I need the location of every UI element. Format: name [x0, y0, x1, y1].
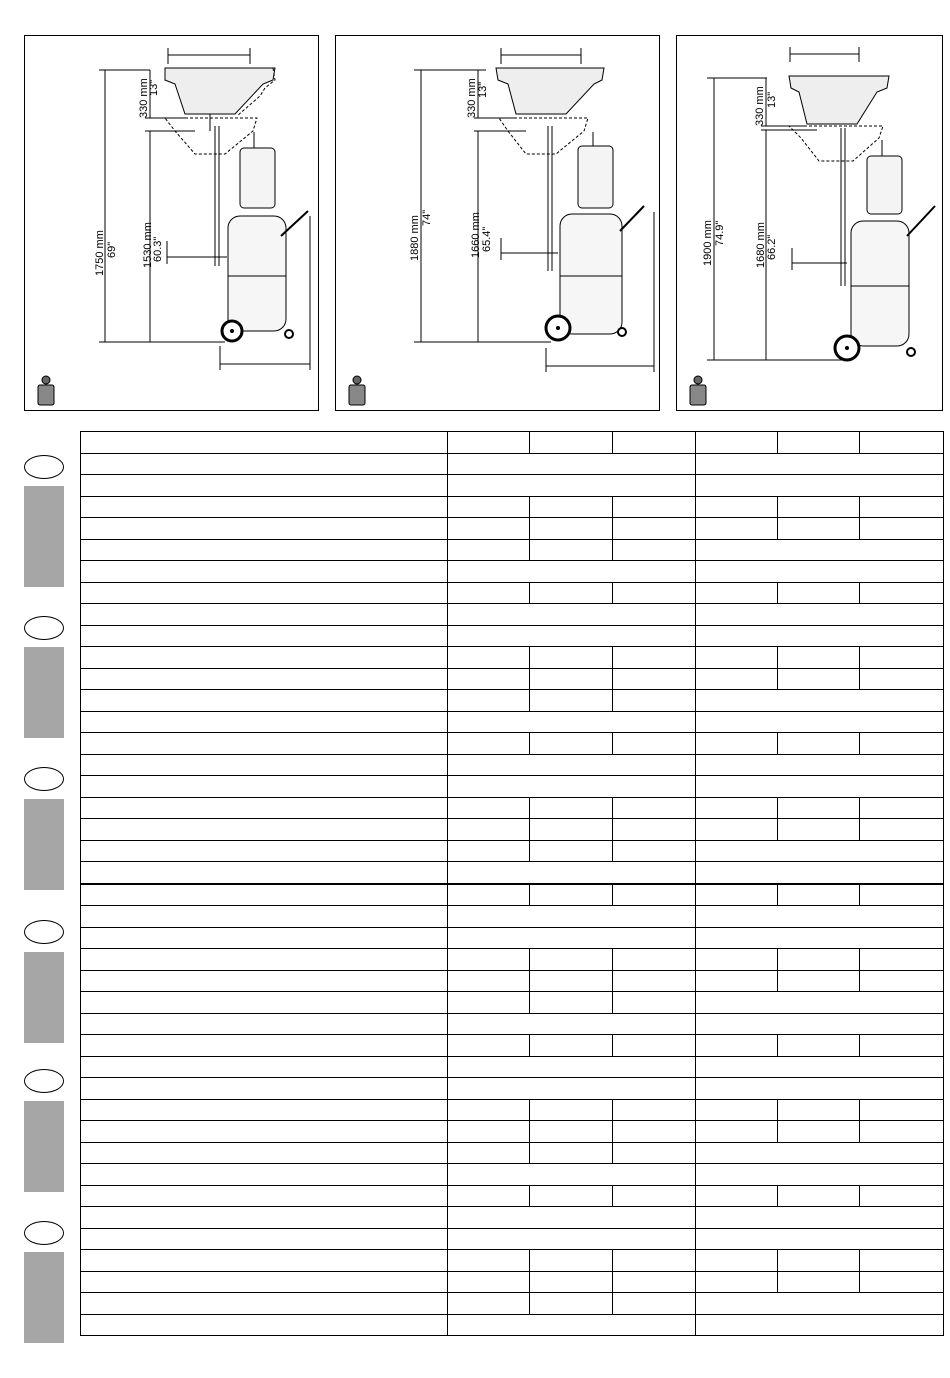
language-oval-icon — [24, 767, 64, 791]
diagram-panel-2 — [335, 35, 660, 411]
row-label-cell — [81, 1121, 448, 1143]
value-cell — [696, 1228, 944, 1250]
language-oval-icon — [24, 616, 64, 640]
table-row — [81, 539, 944, 561]
low-height-in-2: 65.4" — [481, 226, 493, 252]
value-cell — [696, 1078, 944, 1100]
value-cell — [448, 733, 530, 755]
total-height-in-3: 74.9" — [714, 220, 726, 246]
table-row — [81, 754, 944, 776]
value-cell — [860, 1250, 944, 1272]
row-label-cell — [81, 582, 448, 604]
table-row — [81, 647, 944, 669]
table-row — [81, 927, 944, 949]
table-row — [81, 884, 944, 906]
value-cell — [778, 949, 860, 971]
value-cell — [530, 992, 613, 1014]
value-cell — [448, 1271, 530, 1293]
row-label-cell — [81, 1207, 448, 1229]
value-cell — [613, 690, 696, 712]
diagram-panel-3 — [676, 35, 943, 411]
value-cell — [530, 1121, 613, 1143]
value-cell — [613, 884, 696, 906]
value-cell — [448, 1078, 696, 1100]
value-cell — [778, 970, 860, 992]
row-label-cell — [81, 1185, 448, 1207]
row-label-cell — [81, 647, 448, 669]
value-cell — [448, 884, 530, 906]
total-height-mm-3: 1900 mm — [702, 220, 714, 266]
row-label-cell — [81, 992, 448, 1014]
low-height-mm-3: 1680 mm — [755, 222, 767, 268]
value-cell — [778, 1250, 860, 1272]
value-cell — [530, 1185, 613, 1207]
value-cell — [613, 970, 696, 992]
value-cell — [448, 1164, 696, 1186]
language-bar — [24, 647, 64, 738]
low-height-mm-1: 1530 mm — [142, 222, 154, 268]
value-cell — [613, 1185, 696, 1207]
table-row — [81, 949, 944, 971]
value-cell — [448, 1314, 696, 1336]
table-row — [81, 776, 944, 798]
value-cell — [530, 1293, 613, 1315]
value-cell — [860, 797, 944, 819]
weight-icon — [36, 372, 56, 406]
language-oval-icon — [24, 920, 64, 944]
value-cell — [778, 884, 860, 906]
value-cell — [448, 992, 530, 1014]
value-cell — [530, 518, 613, 540]
value-cell — [696, 819, 778, 841]
value-cell — [530, 1250, 613, 1272]
value-cell — [530, 647, 613, 669]
spec-table — [80, 431, 944, 1336]
table-row — [81, 819, 944, 841]
table-row — [81, 1293, 944, 1315]
value-cell — [448, 862, 696, 884]
value-cell — [448, 1035, 530, 1057]
table-row — [81, 496, 944, 518]
value-cell — [448, 561, 696, 583]
row-label-cell — [81, 1099, 448, 1121]
value-cell — [696, 906, 944, 928]
row-label-cell — [81, 518, 448, 540]
value-cell — [613, 1271, 696, 1293]
value-cell — [448, 797, 530, 819]
value-cell — [530, 668, 613, 690]
value-cell — [696, 1164, 944, 1186]
value-cell — [448, 1293, 530, 1315]
value-cell — [696, 432, 778, 454]
value-cell — [448, 1142, 530, 1164]
table-row — [81, 690, 944, 712]
value-cell — [696, 1099, 778, 1121]
row-label-cell — [81, 797, 448, 819]
value-cell — [613, 539, 696, 561]
value-cell — [778, 647, 860, 669]
value-cell — [696, 604, 944, 626]
value-cell — [448, 949, 530, 971]
row-label-cell — [81, 453, 448, 475]
value-cell — [696, 711, 944, 733]
value-cell — [448, 840, 530, 862]
table-row — [81, 711, 944, 733]
value-cell — [530, 539, 613, 561]
value-cell — [448, 927, 696, 949]
value-cell — [613, 647, 696, 669]
value-cell — [448, 668, 530, 690]
table-row — [81, 561, 944, 583]
value-cell — [613, 432, 696, 454]
value-cell — [696, 797, 778, 819]
value-cell — [448, 1099, 530, 1121]
row-label-cell — [81, 970, 448, 992]
value-cell — [696, 647, 778, 669]
row-label-cell — [81, 475, 448, 497]
value-cell — [696, 475, 944, 497]
funnel-height-in-1: 13" — [148, 79, 160, 96]
value-cell — [448, 906, 696, 928]
table-row — [81, 1142, 944, 1164]
row-label-cell — [81, 840, 448, 862]
value-cell — [696, 1121, 778, 1143]
table-row — [81, 840, 944, 862]
row-label-cell — [81, 1164, 448, 1186]
value-cell — [778, 1035, 860, 1057]
value-cell — [696, 1056, 944, 1078]
table-row — [81, 1164, 944, 1186]
value-cell — [696, 970, 778, 992]
row-label-cell — [81, 690, 448, 712]
value-cell — [778, 733, 860, 755]
value-cell — [860, 733, 944, 755]
row-label-cell — [81, 1271, 448, 1293]
value-cell — [778, 496, 860, 518]
table-row — [81, 1035, 944, 1057]
table-row — [81, 453, 944, 475]
value-cell — [696, 927, 944, 949]
value-cell — [696, 1185, 778, 1207]
row-label-cell — [81, 776, 448, 798]
total-height-in-2: 74" — [421, 209, 433, 226]
value-cell — [613, 840, 696, 862]
table-row — [81, 862, 944, 884]
value-cell — [613, 1250, 696, 1272]
funnel-height-in-2: 13" — [477, 81, 489, 98]
funnel-height-mm-3: 330 mm — [754, 86, 766, 126]
value-cell — [448, 582, 530, 604]
row-label-cell — [81, 539, 448, 561]
value-cell — [448, 1056, 696, 1078]
row-label-cell — [81, 949, 448, 971]
total-height-mm-2: 1880 mm — [409, 215, 421, 261]
row-label-cell — [81, 561, 448, 583]
row-label-cell — [81, 819, 448, 841]
row-label-cell — [81, 711, 448, 733]
value-cell — [696, 625, 944, 647]
value-cell — [778, 518, 860, 540]
value-cell — [613, 518, 696, 540]
row-label-cell — [81, 906, 448, 928]
value-cell — [696, 733, 778, 755]
row-label-cell — [81, 668, 448, 690]
value-cell — [613, 797, 696, 819]
language-bar — [24, 952, 64, 1043]
value-cell — [860, 518, 944, 540]
value-cell — [530, 582, 613, 604]
value-cell — [696, 992, 944, 1014]
value-cell — [613, 992, 696, 1014]
table-row — [81, 1121, 944, 1143]
value-cell — [778, 819, 860, 841]
table-row — [81, 906, 944, 928]
low-height-in-1: 60.3" — [152, 236, 164, 262]
value-cell — [613, 733, 696, 755]
value-cell — [778, 1185, 860, 1207]
value-cell — [530, 690, 613, 712]
value-cell — [613, 1035, 696, 1057]
value-cell — [613, 668, 696, 690]
diagram-panel-1 — [24, 35, 319, 411]
value-cell — [696, 1013, 944, 1035]
row-label-cell — [81, 496, 448, 518]
language-bar — [24, 1252, 64, 1343]
value-cell — [448, 690, 530, 712]
value-cell — [448, 1228, 696, 1250]
value-cell — [860, 582, 944, 604]
language-oval-icon — [24, 1221, 64, 1245]
value-cell — [530, 884, 613, 906]
row-label-cell — [81, 927, 448, 949]
value-cell — [860, 496, 944, 518]
table-row — [81, 970, 944, 992]
value-cell — [696, 949, 778, 971]
value-cell — [448, 1013, 696, 1035]
value-cell — [448, 518, 530, 540]
value-cell — [448, 625, 696, 647]
value-cell — [778, 1121, 860, 1143]
value-cell — [696, 1142, 944, 1164]
value-cell — [448, 453, 696, 475]
row-label-cell — [81, 604, 448, 626]
table-row — [81, 1228, 944, 1250]
value-cell — [696, 754, 944, 776]
value-cell — [613, 819, 696, 841]
value-cell — [613, 1121, 696, 1143]
value-cell — [860, 432, 944, 454]
value-cell — [860, 647, 944, 669]
value-cell — [778, 1271, 860, 1293]
row-label-cell — [81, 1013, 448, 1035]
funnel-height-in-3: 13" — [766, 91, 778, 108]
value-cell — [860, 819, 944, 841]
value-cell — [530, 733, 613, 755]
value-cell — [696, 1271, 778, 1293]
row-label-cell — [81, 1142, 448, 1164]
table-row — [81, 1314, 944, 1336]
table-row — [81, 1185, 944, 1207]
language-oval-icon — [24, 455, 64, 479]
row-label-cell — [81, 1228, 448, 1250]
value-cell — [530, 819, 613, 841]
value-cell — [860, 1035, 944, 1057]
value-cell — [530, 496, 613, 518]
value-cell — [860, 949, 944, 971]
value-cell — [696, 1293, 944, 1315]
value-cell — [696, 690, 944, 712]
value-cell — [696, 1314, 944, 1336]
language-bar — [24, 799, 64, 890]
value-cell — [530, 840, 613, 862]
value-cell — [860, 668, 944, 690]
value-cell — [530, 1271, 613, 1293]
value-cell — [696, 582, 778, 604]
table-row — [81, 668, 944, 690]
row-label-cell — [81, 1314, 448, 1336]
value-cell — [448, 496, 530, 518]
value-cell — [448, 754, 696, 776]
value-cell — [696, 862, 944, 884]
row-label-cell — [81, 754, 448, 776]
funnel-height-mm-2: 330 mm — [466, 78, 478, 118]
value-cell — [448, 604, 696, 626]
table-row — [81, 604, 944, 626]
value-cell — [696, 561, 944, 583]
row-label-cell — [81, 884, 448, 906]
value-cell — [613, 1293, 696, 1315]
total-height-mm-1: 1750 mm — [94, 230, 106, 276]
funnel-height-mm-1: 330 mm — [138, 78, 150, 118]
table-row — [81, 475, 944, 497]
value-cell — [613, 582, 696, 604]
table-row — [81, 1271, 944, 1293]
value-cell — [613, 496, 696, 518]
drainer-drawing-2 — [336, 36, 661, 412]
table-row — [81, 1099, 944, 1121]
table-row — [81, 432, 944, 454]
table-row — [81, 733, 944, 755]
value-cell — [530, 1099, 613, 1121]
row-label-cell — [81, 1035, 448, 1057]
table-row — [81, 518, 944, 540]
value-cell — [860, 884, 944, 906]
value-cell — [778, 582, 860, 604]
row-label-cell — [81, 1250, 448, 1272]
table-row — [81, 1056, 944, 1078]
weight-icon — [347, 372, 367, 406]
value-cell — [696, 496, 778, 518]
value-cell — [696, 1250, 778, 1272]
value-cell — [448, 819, 530, 841]
language-bar — [24, 1101, 64, 1192]
value-cell — [860, 970, 944, 992]
table-row — [81, 582, 944, 604]
row-label-cell — [81, 1293, 448, 1315]
value-cell — [448, 1207, 696, 1229]
value-cell — [448, 432, 530, 454]
value-cell — [530, 949, 613, 971]
value-cell — [448, 1250, 530, 1272]
value-cell — [696, 1207, 944, 1229]
drainer-drawing-3 — [677, 36, 944, 412]
row-label-cell — [81, 625, 448, 647]
language-bar — [24, 486, 64, 587]
value-cell — [778, 432, 860, 454]
value-cell — [448, 475, 696, 497]
value-cell — [696, 840, 944, 862]
value-cell — [696, 776, 944, 798]
table-row — [81, 992, 944, 1014]
drainer-drawing-1 — [25, 36, 320, 412]
value-cell — [530, 970, 613, 992]
value-cell — [530, 1035, 613, 1057]
value-cell — [696, 539, 944, 561]
value-cell — [448, 1185, 530, 1207]
value-cell — [448, 776, 696, 798]
language-oval-icon — [24, 1069, 64, 1093]
value-cell — [696, 884, 778, 906]
value-cell — [448, 539, 530, 561]
value-cell — [778, 797, 860, 819]
table-row — [81, 1250, 944, 1272]
value-cell — [696, 1035, 778, 1057]
table-row — [81, 1078, 944, 1100]
value-cell — [860, 1099, 944, 1121]
table-row — [81, 797, 944, 819]
value-cell — [448, 647, 530, 669]
value-cell — [613, 1099, 696, 1121]
row-label-cell — [81, 432, 448, 454]
row-label-cell — [81, 862, 448, 884]
weight-icon — [688, 372, 708, 406]
value-cell — [860, 1271, 944, 1293]
value-cell — [448, 711, 696, 733]
row-label-cell — [81, 733, 448, 755]
value-cell — [530, 1142, 613, 1164]
value-cell — [860, 1121, 944, 1143]
low-height-in-3: 66.2" — [766, 234, 778, 260]
total-height-in-1: 69" — [106, 241, 118, 258]
value-cell — [613, 1142, 696, 1164]
value-cell — [778, 1099, 860, 1121]
value-cell — [530, 797, 613, 819]
value-cell — [778, 668, 860, 690]
low-height-mm-2: 1660 mm — [470, 212, 482, 258]
value-cell — [613, 949, 696, 971]
value-cell — [530, 432, 613, 454]
value-cell — [696, 518, 778, 540]
table-row — [81, 625, 944, 647]
value-cell — [448, 1121, 530, 1143]
value-cell — [860, 1185, 944, 1207]
value-cell — [696, 453, 944, 475]
value-cell — [448, 970, 530, 992]
table-row — [81, 1207, 944, 1229]
value-cell — [696, 668, 778, 690]
row-label-cell — [81, 1078, 448, 1100]
table-row — [81, 1013, 944, 1035]
row-label-cell — [81, 1056, 448, 1078]
